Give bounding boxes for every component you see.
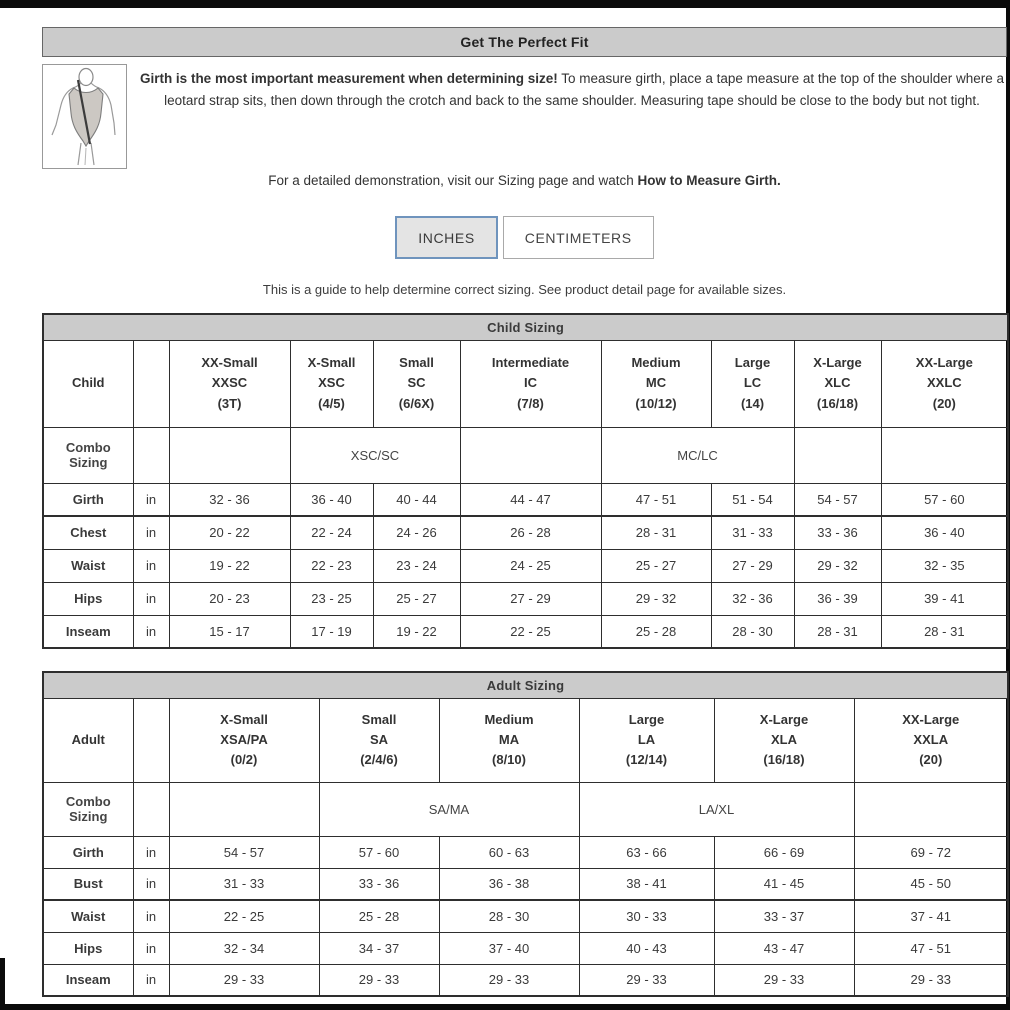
table-title-row bbox=[43, 672, 1008, 698]
size-value-cell: 30 - 33 bbox=[579, 900, 714, 932]
size-value-cell: 17 - 19 bbox=[290, 615, 373, 648]
size-value-cell: 33 - 37 bbox=[714, 900, 854, 932]
size-value-cell: 37 - 41 bbox=[854, 900, 1008, 932]
empty-cell bbox=[133, 427, 169, 483]
size-value-cell: 33 - 36 bbox=[319, 868, 439, 900]
size-value-cell: 31 - 33 bbox=[169, 868, 319, 900]
size-value-cell: 40 - 43 bbox=[579, 932, 714, 964]
unit-cell: in bbox=[133, 836, 169, 868]
table-row bbox=[43, 549, 1008, 582]
size-value-cell: 25 - 28 bbox=[319, 900, 439, 932]
size-value-cell: 51 - 54 bbox=[711, 483, 794, 516]
size-value-cell: 54 - 57 bbox=[169, 836, 319, 868]
size-column-header: X-Large XLC (16/18) bbox=[794, 340, 881, 427]
size-value-cell: 37 - 40 bbox=[439, 932, 579, 964]
size-value-cell: 36 - 40 bbox=[290, 483, 373, 516]
measurement-label: Waist bbox=[43, 549, 133, 582]
unit-column-header bbox=[133, 340, 169, 427]
size-value-cell: 54 - 57 bbox=[794, 483, 881, 516]
table-row bbox=[43, 615, 1008, 648]
size-value-cell: 29 - 33 bbox=[439, 964, 579, 996]
unit-column-header bbox=[133, 698, 169, 782]
size-value-cell: 33 - 36 bbox=[794, 516, 881, 549]
empty-cell bbox=[169, 782, 319, 836]
size-value-cell: 28 - 31 bbox=[601, 516, 711, 549]
size-value-cell: 19 - 22 bbox=[373, 615, 460, 648]
size-value-cell: 19 - 22 bbox=[169, 549, 290, 582]
size-value-cell: 27 - 29 bbox=[460, 582, 601, 615]
table-row bbox=[43, 483, 1008, 516]
size-column-header: Small SC (6/6X) bbox=[373, 340, 460, 427]
size-value-cell: 47 - 51 bbox=[601, 483, 711, 516]
unit-cell: in bbox=[133, 516, 169, 549]
unit-cell: in bbox=[133, 900, 169, 932]
intro-section bbox=[42, 64, 1007, 169]
size-value-cell: 44 - 47 bbox=[460, 483, 601, 516]
demo-bold-text: How to Measure Girth. bbox=[637, 173, 781, 188]
size-column-header: X-Large XLA (16/18) bbox=[714, 698, 854, 782]
child-table-title: Child Sizing bbox=[43, 314, 1008, 340]
size-value-cell: 43 - 47 bbox=[714, 932, 854, 964]
size-value-cell: 31 - 33 bbox=[711, 516, 794, 549]
size-value-cell: 28 - 30 bbox=[711, 615, 794, 648]
combo-sizing-label: Combo Sizing bbox=[43, 427, 133, 483]
inches-button[interactable]: INCHES bbox=[395, 216, 498, 259]
screenshot-frame-bottom bbox=[0, 1004, 1010, 1010]
size-value-cell: 32 - 36 bbox=[169, 483, 290, 516]
table-row bbox=[43, 964, 1008, 996]
empty-cell bbox=[794, 427, 881, 483]
size-value-cell: 45 - 50 bbox=[854, 868, 1008, 900]
size-value-cell: 28 - 31 bbox=[794, 615, 881, 648]
unit-cell: in bbox=[133, 549, 169, 582]
size-column-header: XX-Small XXSC (3T) bbox=[169, 340, 290, 427]
unit-toggle-group bbox=[42, 216, 1007, 259]
intro-paragraph bbox=[137, 68, 1007, 112]
size-value-cell: 29 - 32 bbox=[601, 582, 711, 615]
child-size-header-row bbox=[43, 340, 1008, 427]
size-value-cell: 22 - 23 bbox=[290, 549, 373, 582]
combo-size-cell: LA/XL bbox=[579, 782, 854, 836]
adult-combo-row bbox=[43, 782, 1008, 836]
unit-cell: in bbox=[133, 932, 169, 964]
empty-cell bbox=[133, 782, 169, 836]
adult-row-group-label: Adult bbox=[43, 698, 133, 782]
size-value-cell: 20 - 22 bbox=[169, 516, 290, 549]
size-value-cell: 36 - 39 bbox=[794, 582, 881, 615]
size-value-cell: 41 - 45 bbox=[714, 868, 854, 900]
measurement-label: Inseam bbox=[43, 615, 133, 648]
size-value-cell: 29 - 33 bbox=[319, 964, 439, 996]
measurement-label: Inseam bbox=[43, 964, 133, 996]
size-value-cell: 29 - 33 bbox=[714, 964, 854, 996]
table-row bbox=[43, 582, 1008, 615]
guide-note: This is a guide to help determine correct sizing. See product detail page for available sizes. bbox=[262, 282, 787, 297]
child-row-group-label: Child bbox=[43, 340, 133, 427]
size-value-cell: 29 - 32 bbox=[794, 549, 881, 582]
intro-rest-text: To measure girth, place a tape measure at the top of the shoulder where a leotard strap sits, then down through the crotch and back to the same shoulder. Measuring tape should be close to the body but not tight. bbox=[164, 71, 1005, 108]
intro-bold-text: Girth is the most important measurement when determining size! bbox=[139, 71, 558, 86]
size-value-cell: 69 - 72 bbox=[854, 836, 1008, 868]
measurement-label: Chest bbox=[43, 516, 133, 549]
combo-size-cell: MC/LC bbox=[601, 427, 794, 483]
empty-cell bbox=[460, 427, 601, 483]
empty-cell bbox=[169, 427, 290, 483]
leotard-figure-icon bbox=[45, 67, 124, 166]
combo-size-cell: SA/MA bbox=[319, 782, 579, 836]
size-value-cell: 25 - 27 bbox=[601, 549, 711, 582]
demo-text: For a detailed demonstration, visit our Sizing page and watch bbox=[268, 173, 638, 188]
empty-cell bbox=[854, 782, 1008, 836]
table-row bbox=[43, 516, 1008, 549]
unit-cell: in bbox=[133, 582, 169, 615]
size-column-header: Medium MC (10/12) bbox=[601, 340, 711, 427]
size-value-cell: 32 - 35 bbox=[881, 549, 1008, 582]
size-value-cell: 24 - 26 bbox=[373, 516, 460, 549]
size-value-cell: 29 - 33 bbox=[169, 964, 319, 996]
size-value-cell: 15 - 17 bbox=[169, 615, 290, 648]
screenshot-frame-left bbox=[0, 958, 5, 1010]
size-value-cell: 29 - 33 bbox=[579, 964, 714, 996]
table-title-row bbox=[43, 314, 1008, 340]
size-value-cell: 29 - 33 bbox=[854, 964, 1008, 996]
child-sizing-table bbox=[42, 313, 1009, 649]
measurement-label: Bust bbox=[43, 868, 133, 900]
size-value-cell: 36 - 40 bbox=[881, 516, 1008, 549]
size-column-header: X-Small XSC (4/5) bbox=[290, 340, 373, 427]
table-row bbox=[43, 932, 1008, 964]
size-value-cell: 63 - 66 bbox=[579, 836, 714, 868]
size-value-cell: 22 - 25 bbox=[460, 615, 601, 648]
size-value-cell: 57 - 60 bbox=[881, 483, 1008, 516]
unit-cell: in bbox=[133, 615, 169, 648]
size-value-cell: 32 - 34 bbox=[169, 932, 319, 964]
size-value-cell: 36 - 38 bbox=[439, 868, 579, 900]
size-value-cell: 25 - 27 bbox=[373, 582, 460, 615]
adult-sizing-table bbox=[42, 671, 1009, 997]
size-column-header: Small SA (2/4/6) bbox=[319, 698, 439, 782]
size-value-cell: 40 - 44 bbox=[373, 483, 460, 516]
adult-table-title: Adult Sizing bbox=[43, 672, 1008, 698]
unit-cell: in bbox=[133, 483, 169, 516]
size-value-cell: 34 - 37 bbox=[319, 932, 439, 964]
measurement-label: Waist bbox=[43, 900, 133, 932]
table-row bbox=[43, 900, 1008, 932]
unit-cell: in bbox=[133, 868, 169, 900]
table-row bbox=[43, 868, 1008, 900]
size-value-cell: 57 - 60 bbox=[319, 836, 439, 868]
combo-size-cell: XSC/SC bbox=[290, 427, 460, 483]
size-column-header: Medium MA (8/10) bbox=[439, 698, 579, 782]
size-value-cell: 66 - 69 bbox=[714, 836, 854, 868]
measurement-label: Hips bbox=[43, 582, 133, 615]
size-column-header: Large LA (12/14) bbox=[579, 698, 714, 782]
sizing-page bbox=[42, 0, 1007, 997]
demo-line bbox=[42, 173, 1007, 188]
measurement-label: Hips bbox=[43, 932, 133, 964]
adult-size-header-row bbox=[43, 698, 1008, 782]
measurement-label: Girth bbox=[43, 836, 133, 868]
size-value-cell: 38 - 41 bbox=[579, 868, 714, 900]
girth-diagram-image bbox=[42, 64, 127, 169]
size-column-header: Intermediate IC (7/8) bbox=[460, 340, 601, 427]
unit-cell: in bbox=[133, 964, 169, 996]
size-value-cell: 20 - 23 bbox=[169, 582, 290, 615]
size-value-cell: 39 - 41 bbox=[881, 582, 1008, 615]
size-value-cell: 26 - 28 bbox=[460, 516, 601, 549]
size-value-cell: 23 - 25 bbox=[290, 582, 373, 615]
size-value-cell: 22 - 25 bbox=[169, 900, 319, 932]
size-value-cell: 25 - 28 bbox=[601, 615, 711, 648]
empty-cell bbox=[881, 427, 1008, 483]
size-column-header: X-Small XSA/PA (0/2) bbox=[169, 698, 319, 782]
page-title: Get The Perfect Fit bbox=[42, 27, 1007, 57]
size-value-cell: 23 - 24 bbox=[373, 549, 460, 582]
size-column-header: Large LC (14) bbox=[711, 340, 794, 427]
size-value-cell: 24 - 25 bbox=[460, 549, 601, 582]
size-column-header: XX-Large XXLC (20) bbox=[881, 340, 1008, 427]
size-value-cell: 28 - 31 bbox=[881, 615, 1008, 648]
size-value-cell: 28 - 30 bbox=[439, 900, 579, 932]
combo-sizing-label: Combo Sizing bbox=[43, 782, 133, 836]
size-value-cell: 27 - 29 bbox=[711, 549, 794, 582]
size-value-cell: 47 - 51 bbox=[854, 932, 1008, 964]
size-value-cell: 32 - 36 bbox=[711, 582, 794, 615]
centimeters-button[interactable]: CENTIMETERS bbox=[503, 216, 654, 259]
child-combo-row bbox=[43, 427, 1008, 483]
measurement-label: Girth bbox=[43, 483, 133, 516]
table-row bbox=[43, 836, 1008, 868]
size-value-cell: 22 - 24 bbox=[290, 516, 373, 549]
size-column-header: XX-Large XXLA (20) bbox=[854, 698, 1008, 782]
size-value-cell: 60 - 63 bbox=[439, 836, 579, 868]
